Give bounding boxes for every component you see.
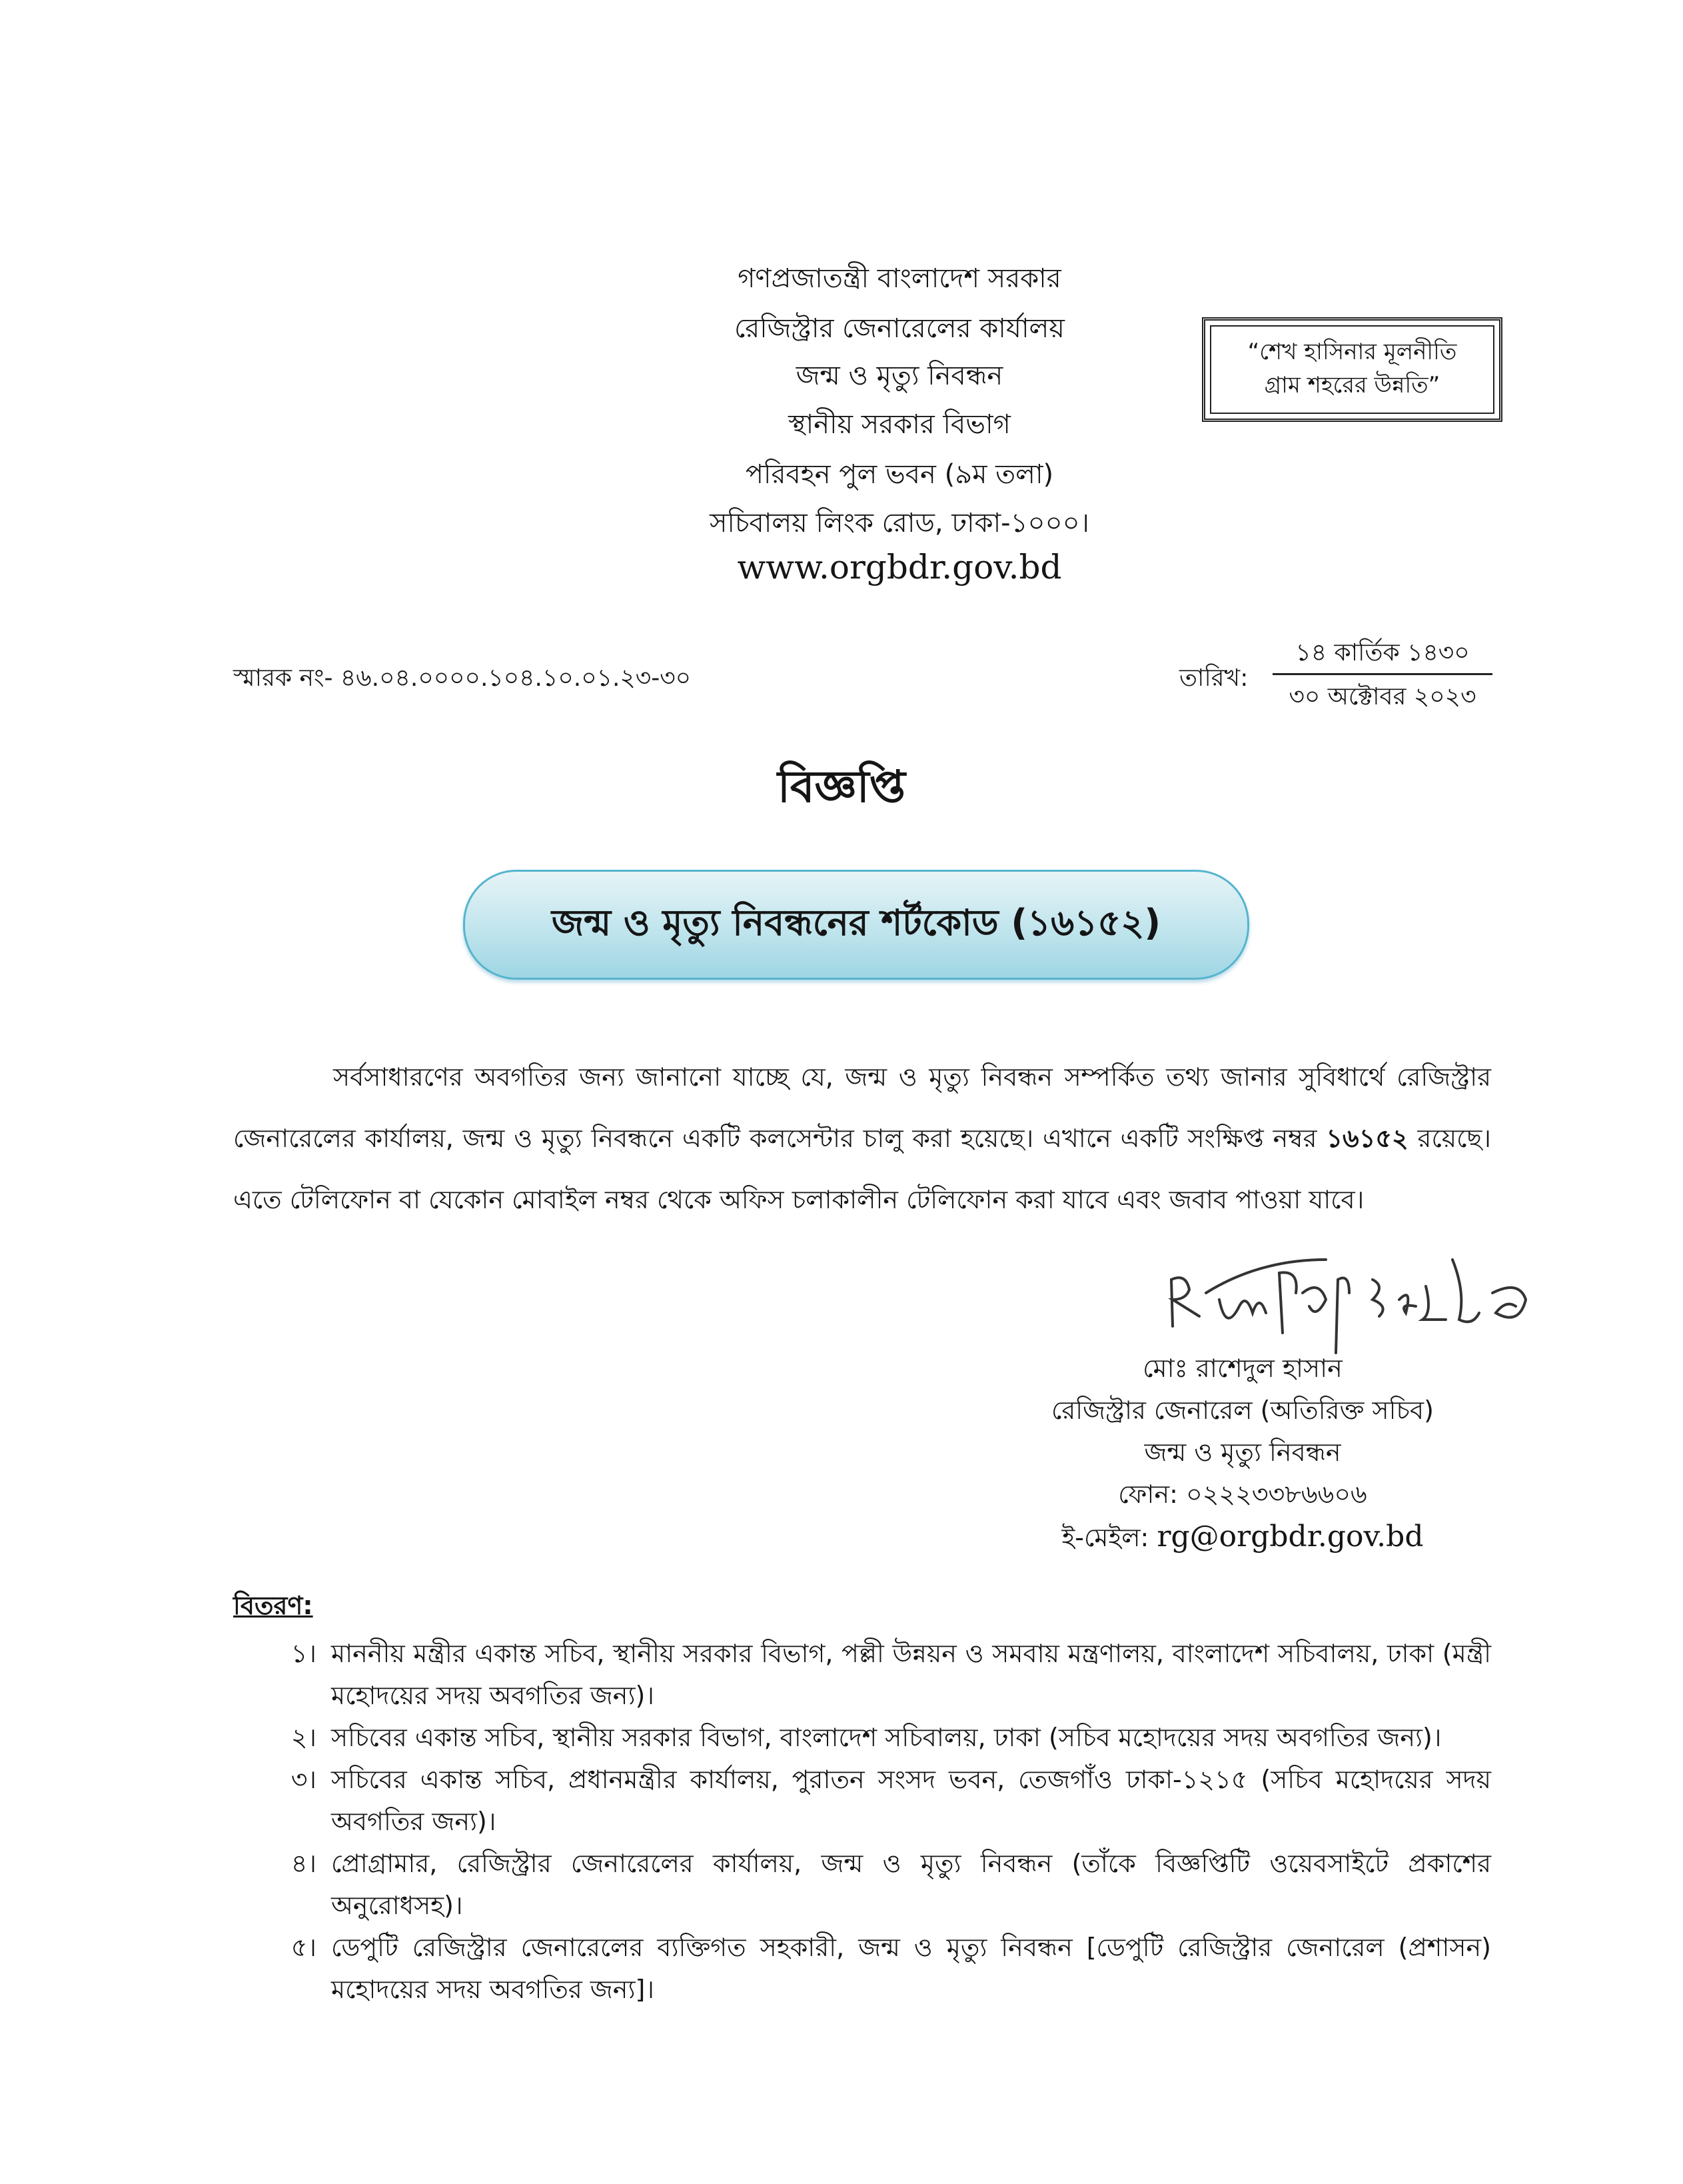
item-number: ৫। bbox=[290, 1933, 316, 1962]
signatory-email: rg@orgbdr.gov.bd bbox=[1157, 1520, 1424, 1554]
header-line-5: পরিবহন পুল ভবন (৯ম তলা) bbox=[745, 459, 1054, 490]
item-number: ৩। bbox=[290, 1765, 316, 1794]
header-website: www.orgbdr.gov.bd bbox=[737, 548, 1062, 586]
header-line-2: রেজিস্ট্রার জেনারেলের কার্যালয় bbox=[734, 313, 1065, 344]
slogan-line-1: “শেখ হাসিনার মূলনীতি bbox=[1247, 339, 1457, 365]
slogan-box bbox=[1202, 317, 1502, 422]
item-text: প্রোগ্রামার, রেজিস্ট্রার জেনারেলের কার্যালয়, জন্ম ও মৃত্যু নিবন্ধন (তাঁকে বিজ্ঞপ্তিটি ওয়েবসাইটে প্রকাশের অনুরোধসহ)। bbox=[331, 1849, 1491, 1920]
list-item bbox=[233, 1759, 1491, 1843]
header-line-1: গণপ্রজাতন্ত্রী বাংলাদেশ সরকার bbox=[738, 263, 1061, 294]
date-bangla: ১৪ কার্তিক ১৪৩০ bbox=[1295, 639, 1470, 666]
signatory-phone: ফোন: ০২২২৩৩৮৬৬০৬ bbox=[1118, 1480, 1367, 1509]
slogan-line-2: গ্রাম শহরের উন্নতি” bbox=[1264, 372, 1440, 399]
item-text: ডেপুটি রেজিস্ট্রার জেনারেলের ব্যক্তিগত সহকারী, জন্ম ও মৃত্যু নিবন্ধন [ডেপুটি রেজিস্ট্রার জেনারেল (প্রশাসন) মহোদয়ের সদয় অবগতির জন্য]। bbox=[331, 1933, 1491, 2004]
header-line-6: সচিবালয় লিংক রোড, ঢাকা-১০০০। bbox=[710, 508, 1089, 539]
email-label: ই-মেইল: bbox=[1061, 1523, 1149, 1552]
date-label: তারিখ: bbox=[1179, 664, 1249, 692]
signatory-email-row bbox=[976, 1516, 1509, 1559]
list-item bbox=[233, 1633, 1491, 1717]
item-text: সচিবের একান্ত সচিব, প্রধানমন্ত্রীর কার্যালয়, পুরাতন সংসদ ভবন, তেজগাঁও ঢাকা-১২১৫ (সচিব মহোদয়ের সদয় অবগতির জন্য)। bbox=[331, 1765, 1491, 1836]
date-english: ৩০ অক্টোবর ২০২৩ bbox=[1289, 683, 1476, 710]
list-item bbox=[233, 1927, 1491, 2011]
shortcode-banner bbox=[463, 870, 1249, 980]
signatory-name: মোঃ রাশেদুল হাসান bbox=[1143, 1354, 1343, 1383]
shortcode-number: ১৬১৫২ bbox=[1326, 1124, 1408, 1153]
item-number: ২। bbox=[290, 1723, 316, 1752]
date-divider bbox=[1273, 673, 1492, 675]
distribution-heading: বিতরণ: bbox=[233, 1591, 313, 1620]
notice-body bbox=[233, 1046, 1491, 1230]
signature-block bbox=[976, 1348, 1509, 1559]
banner-text: জন্ম ও মৃত্যু নিবন্ধনের শর্টকোড (১৬১৫২) bbox=[551, 901, 1161, 944]
body-text-1: সর্বসাধারণের অবগতির জন্য জানানো যাচ্ছে যে, জন্ম ও মৃত্যু নিবন্ধন সম্পর্কিত তথ্য জানার সুবিধার্থে রেজিস্ট্রার জেনারেলের কার্যালয়, জন্ম ও মৃত্যু নিবন্ধনে একটি কলসেন্টার চালু করা হয়েছে। এখানে একটি সংক্ষিপ্ত নম্বর bbox=[233, 1062, 1491, 1153]
body-text-2: রয়েছে। এতে টেলিফোন বা যেকোন মোবাইল নম্বর থেকে অফিস চলাকালীন টেলিফোন করা যাবে এবং জবাব পাওয়া যাবে। bbox=[233, 1124, 1491, 1214]
list-item bbox=[233, 1717, 1491, 1759]
item-text: মাননীয় মন্ত্রীর একান্ত সচিব, স্থানীয় সরকার বিভাগ, পল্লী উন্নয়ন ও সমবায় মন্ত্রণালয়, বাংলাদেশ সচিবালয়, ঢাকা (মন্ত্রী মহোদয়ের সদয় অবগতির জন্য)। bbox=[331, 1639, 1491, 1710]
signatory-designation: রেজিস্ট্রার জেনারেল (অতিরিক্ত সচিব) bbox=[1051, 1396, 1434, 1425]
item-number: ১। bbox=[290, 1639, 316, 1668]
signatory-office: জন্ম ও মৃত্যু নিবন্ধন bbox=[1144, 1438, 1341, 1467]
header-line-3: জন্ম ও মৃত্যু নিবন্ধন bbox=[796, 361, 1003, 391]
header-line-4: স্থানীয় সরকার বিভাগ bbox=[788, 409, 1011, 440]
list-item bbox=[233, 1843, 1491, 1927]
memo-number: স্মারক নং- ৪৬.০৪.০০০০.১০৪.১০.০১.২৩-৩০ bbox=[233, 664, 692, 692]
distribution-list bbox=[233, 1633, 1491, 2011]
item-text: সচিবের একান্ত সচিব, স্থানীয় সরকার বিভাগ, বাংলাদেশ সচিবালয়, ঢাকা (সচিব মহোদয়ের সদয় অবগতির জন্য)। bbox=[331, 1723, 1442, 1752]
notice-title: বিজ্ঞপ্তি bbox=[778, 761, 905, 812]
item-number: ৪। bbox=[290, 1849, 316, 1878]
